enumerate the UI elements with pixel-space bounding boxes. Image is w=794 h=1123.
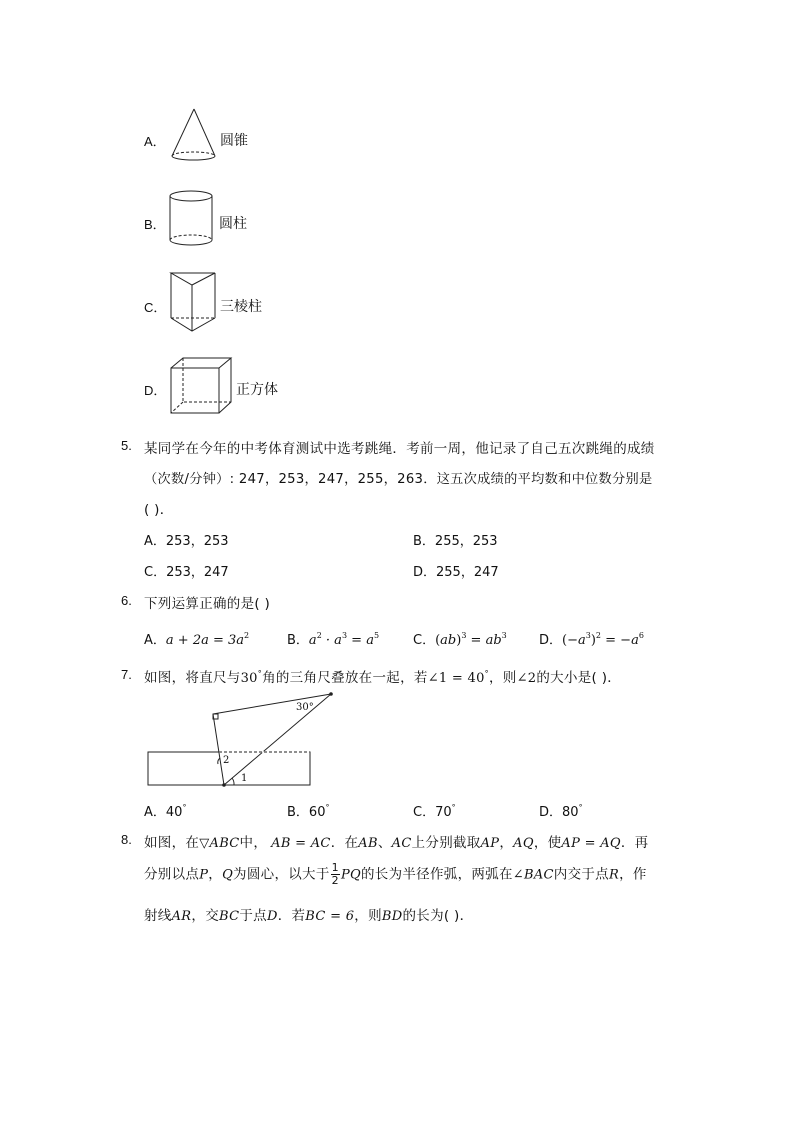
q5-line-2: （次数/分钟）: 247，253，247，255，263．这五次成绩的平均数和中位数分别是 [144,472,653,487]
triangle-hypotenuse [224,694,331,785]
q7-option-a[interactable]: A．40° [144,803,187,820]
q5-number: 5. [121,438,132,453]
q7-angle-1: ∠1 = 40° [427,669,489,686]
q6-option-c-letter: C． [413,633,436,648]
q7-angle-value: 30° [240,669,263,686]
q6-option-a[interactable] [144,629,249,648]
q8-line-3: 射线AR，交BC于点D．若BC = 6，则BD的长为( )． [144,908,474,924]
q6-option-d-expr: $(-a^3)^2 = -a^6$ [562,631,644,648]
q4-option-d-name: 正方体 [236,382,278,398]
cone-icon [168,106,220,164]
q5-option-b[interactable]: B．255，253 [413,534,498,549]
cube-icon [168,356,234,416]
cylinder-icon [168,188,220,248]
q4-option-c-letter[interactable]: C． [144,300,167,315]
q7-text-part-6: 的大小是( )． [536,670,622,686]
q7-number: 7. [121,667,132,682]
q6-option-b-expr: $a^2 \cdot a^3 = a^5$ [308,631,380,648]
vertex-bottom [222,783,226,787]
q6-option-c[interactable] [413,629,507,648]
q8-line-1: 如图，在▽ABC中， AB = AC．在AB、AC上分别截取AP，AQ，使AP = AQ．再 [144,835,649,851]
q5-line-3: ( )． [144,502,174,518]
triangle-side-left [213,714,224,785]
q7-text-part-4: ，则 [488,670,517,686]
q5-line-1: 某同学在今年的中考体育测试中选考跳绳．考前一周，他记录了自己五次跳绳的成绩 [144,441,655,457]
q7-ruler-triangle-figure [140,688,340,792]
vertex-top [329,692,333,696]
q4-option-c-name: 三棱柱 [220,299,262,315]
q4-option-a-letter[interactable]: A． [144,134,166,149]
q7-option-b[interactable]: B．60° [287,803,330,820]
q4-option-b-letter[interactable]: B． [144,217,166,232]
q6-option-b[interactable] [287,629,379,648]
q4-option-d-letter[interactable]: D． [144,383,167,398]
q7-option-d[interactable]: D．80° [539,803,583,820]
q6-number: 6. [121,593,132,608]
q6-option-a-letter: A． [144,633,166,648]
q6-text: 下列运算正确的是( ) [144,596,271,612]
q7-option-c[interactable]: C．70° [413,803,456,820]
q7-angle-2: ∠2 [516,671,537,686]
q8-line-2: 分别以点P，Q为圆心，以大于 $\frac{1}{2}$ PQ的长为半径作弧，两弧在∠BAC内交于点R，作 [144,861,647,887]
q7-text [144,666,621,686]
q4-option-b-name: 圆柱 [219,216,247,232]
q5-option-c[interactable]: C．253，247 [144,565,229,580]
triangular-prism-icon [168,270,220,336]
q6-option-c-expr: $(ab)^3 = ab^3$ [435,631,507,648]
q6-option-b-letter: B． [287,633,309,648]
angle-1-arc [232,778,234,785]
label-angle-1: 1 [241,773,248,784]
q5-option-a[interactable]: A．253，253 [144,534,229,549]
fraction-one-half: $\frac{1}{2}$ [331,861,339,887]
q6-option-a-expr: $a + 2a = 3a^2$ [165,631,250,648]
q6-option-d[interactable] [539,629,644,648]
q5-option-d[interactable]: D．255，247 [413,565,499,580]
angle-2-arc [218,758,220,764]
q7-text-part-2: 角的三角尺叠放在一起，若 [262,670,428,686]
q4-option-a-name: 圆锥 [220,133,248,149]
label-30-degree: 30° [296,702,314,713]
label-angle-2: 2 [223,755,230,766]
q8-number: 8. [121,832,132,847]
q7-text-part-1: 如图，将直尺与 [144,670,241,686]
q6-option-d-letter: D． [539,633,563,648]
